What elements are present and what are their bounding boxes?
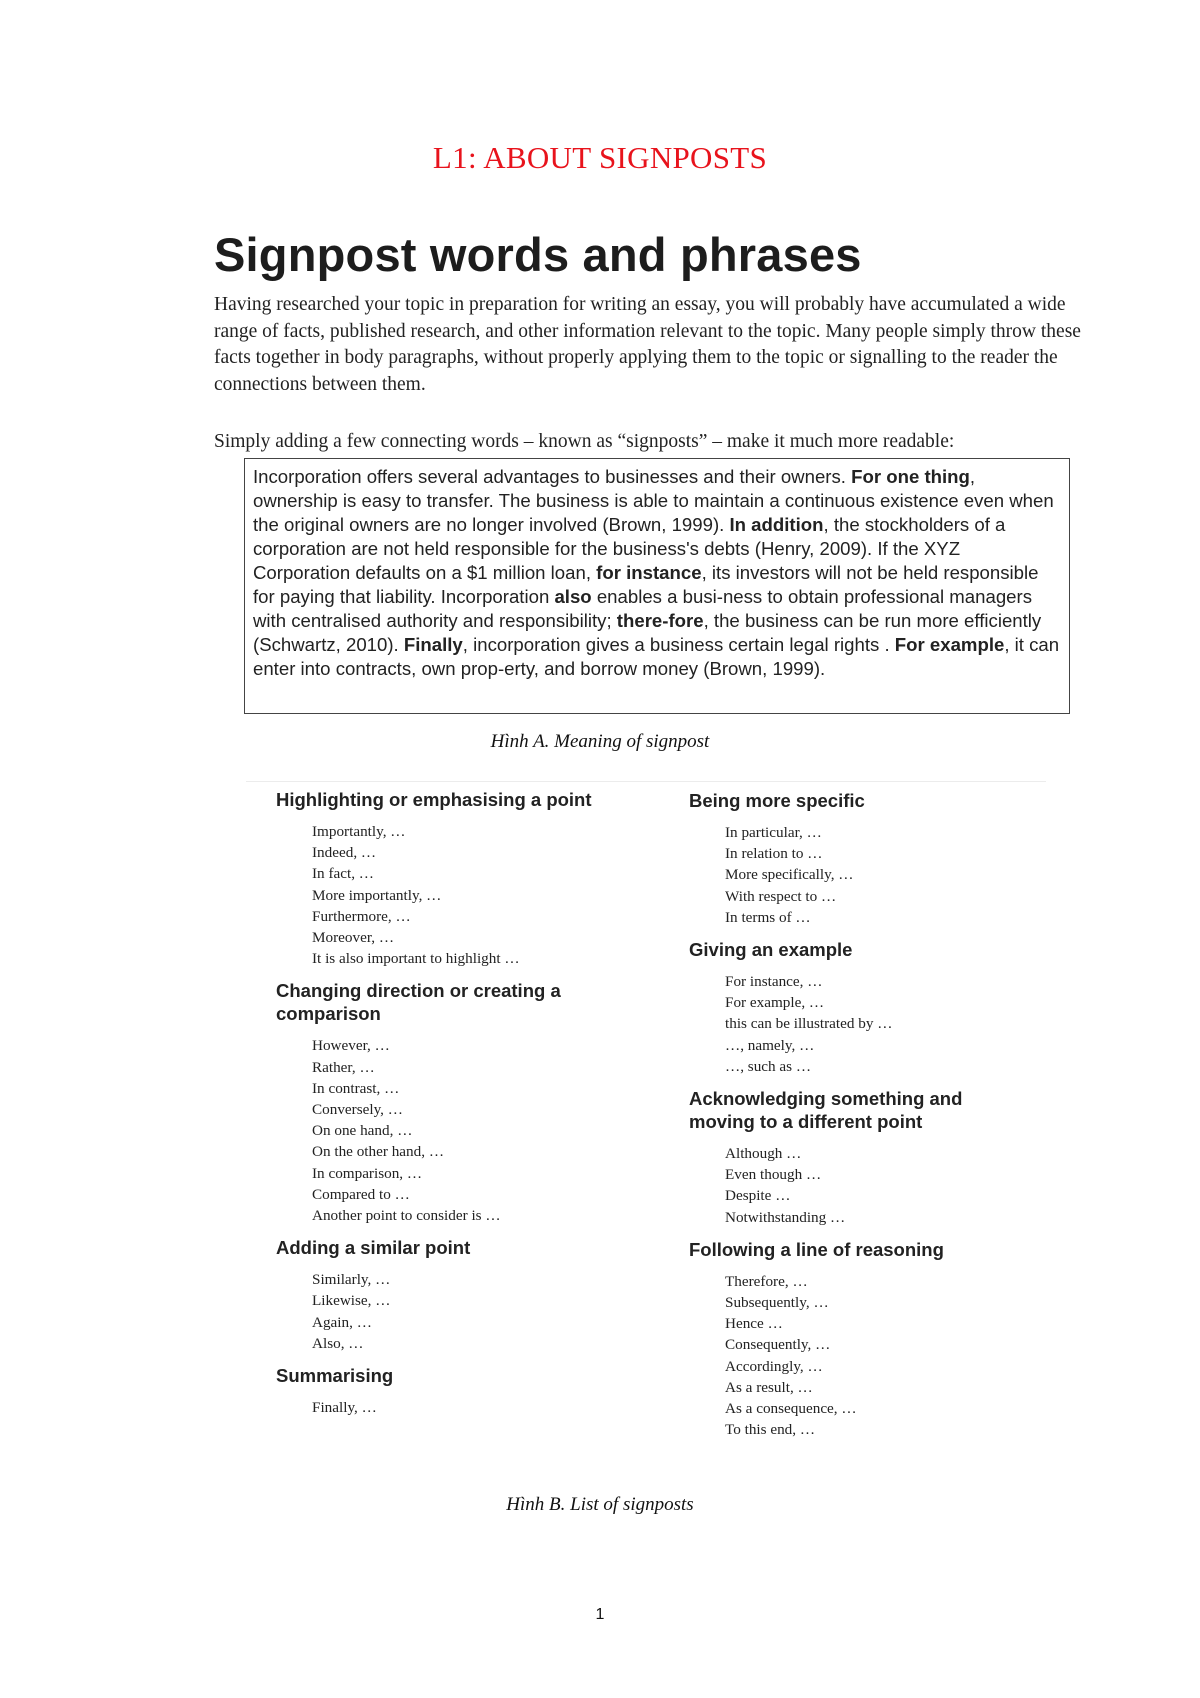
signpost-highlight: there-fore (616, 610, 704, 631)
signpost-item: More specifically, … (725, 866, 854, 884)
category-heading: Being more specific (689, 790, 865, 811)
signpost-item: Importantly, … (312, 823, 406, 840)
signpost-item: To this end, … (725, 1421, 816, 1439)
signpost-item: It is also important to highlight … (312, 950, 520, 968)
signpost-item: Hence … (725, 1315, 783, 1333)
category-heading: Adding a similar point (276, 1237, 471, 1259)
category-heading: Following a line of reasoning (689, 1238, 944, 1260)
example-text-segment: , ownership is easy to transfer. The business is able to maintain a continuous existence even when the original owners are no longer involved (Brown, 1999). (253, 466, 1054, 535)
example-text-segment: Incorporation offers several advantages to businesses and their owners. (253, 466, 852, 487)
signpost-item: Conversely, … (312, 1101, 403, 1119)
signpost-list (689, 1143, 1019, 1228)
signpost-item: Furthermore, … (312, 907, 411, 925)
signpost-item: On one hand, … (312, 1122, 413, 1140)
signpost-item: Finally, … (312, 1399, 377, 1417)
signpost-item: In relation to … (725, 845, 823, 863)
category-adding-similar (276, 1236, 606, 1354)
signpost-item: Also, … (312, 1334, 364, 1352)
signpost-column-right (689, 789, 1019, 1450)
signpost-item: …, namely, … (725, 1036, 815, 1054)
signpost-item: As a consequence, … (725, 1400, 857, 1418)
signpost-item: More importantly, … (312, 886, 442, 904)
signpost-item: As a result, … (725, 1378, 813, 1396)
example-text-segment: , incorporation gives a business certain legal rights . (462, 634, 895, 655)
signpost-item: Accordingly, … (725, 1357, 823, 1375)
signpost-item: Consequently, … (725, 1336, 831, 1354)
signpost-highlight: For one thing (851, 466, 970, 487)
category-acknowledging (689, 1087, 1019, 1228)
signpost-item: Despite … (725, 1187, 791, 1205)
signpost-item: Indeed, … (312, 844, 377, 862)
category-summarising (276, 1364, 606, 1418)
signpost-list (276, 1397, 606, 1418)
signpost-item: In terms of … (725, 908, 811, 926)
signpost-item: With respect to … (725, 887, 837, 905)
signpost-column-left (276, 788, 606, 1428)
signpost-item: Another point to consider is … (312, 1207, 501, 1225)
category-giving-example (689, 938, 1019, 1077)
lead-sentence: Simply adding a few connecting words – known as “signposts” – make it much more readable: (214, 431, 955, 452)
figure-caption-a: Hình A. Meaning of signpost (490, 731, 710, 752)
signpost-item: Subsequently, … (725, 1294, 829, 1312)
signpost-highlight: for instance (596, 562, 702, 583)
signpost-list (689, 822, 1019, 928)
signpost-item: …, such as … (725, 1057, 812, 1075)
signpost-item: On the other hand, … (312, 1143, 445, 1161)
signpost-item: Notwithstanding … (725, 1208, 846, 1226)
example-text-segment: , its investors will not be held responsible for paying that liability. Incorporation (253, 562, 1039, 607)
example-text-segment: , the business can be run more efficiently (Schwartz, 2010). (253, 610, 1042, 655)
signpost-item: Moreover, … (312, 929, 395, 947)
signpost-item: In fact, … (312, 865, 374, 883)
category-reasoning (689, 1238, 1019, 1441)
category-changing-direction (276, 979, 606, 1226)
signpost-highlight: In addition (729, 514, 824, 535)
example-box (244, 458, 1070, 714)
page-title: L1: ABOUT SIGNPOSTS (432, 140, 768, 175)
signpost-highlight: For example (894, 634, 1005, 655)
signpost-item: Therefore, … (725, 1272, 808, 1290)
signpost-item: Again, … (312, 1313, 372, 1331)
signpost-highlight: also (554, 586, 592, 607)
signpost-list (689, 1271, 1019, 1441)
signpost-item: Rather, … (312, 1058, 375, 1076)
category-emphasising (276, 788, 606, 969)
signpost-item: Compared to … (312, 1185, 410, 1203)
example-text-segment: enables a busi-ness to obtain professional managers with centralised authority and responsibility; (253, 586, 1032, 631)
signpost-item: In contrast, … (312, 1079, 400, 1097)
signpost-item: Likewise, … (312, 1292, 391, 1310)
signpost-item: this can be illustrated by … (725, 1015, 893, 1033)
section-divider (246, 781, 1046, 782)
signpost-item: In particular, … (725, 824, 822, 841)
signpost-list (276, 1269, 606, 1354)
example-text-segment: , it can enter into contracts, own prop-erty, and borrow money (Brown, 1999). (253, 634, 1060, 679)
category-heading: Giving an example (689, 939, 853, 961)
signpost-item: Even though … (725, 1166, 822, 1184)
signpost-item: In comparison, … (312, 1164, 423, 1182)
signpost-item: However, … (312, 1037, 390, 1055)
signpost-item: Similarly, … (312, 1271, 391, 1289)
signpost-highlight: Finally (403, 634, 463, 655)
intro-paragraph: Having researched your topic in preparation for writing an essay, you will probably have accumulated a wide range of facts, published research, and other information relevant to the topic. Many people simply throw these facts together in body paragraphs, without properly applying them to the topic or signalling to the reader the connections between them. (214, 294, 1081, 395)
signpost-list (276, 821, 606, 969)
signpost-item: For instance, … (725, 973, 823, 991)
main-heading: Signpost words and phrases (214, 228, 862, 281)
example-text-segment: , the stockholders of a corporation are not held responsible for the business's debts (Henry, 2009). If the XYZ Corporation defaults on a $1 million loan, (253, 514, 1006, 583)
signpost-list (689, 971, 1019, 1077)
signpost-item: For example, … (725, 994, 825, 1012)
category-heading: Summarising (276, 1365, 394, 1387)
category-being-specific (689, 789, 1019, 928)
page-number: 1 (595, 1606, 605, 1623)
category-heading: Changing direction or creating a comparison (276, 980, 561, 1025)
category-heading: Acknowledging something and moving to a different point (689, 1088, 963, 1133)
signpost-item: Although … (725, 1145, 802, 1163)
signpost-list (276, 1035, 606, 1226)
category-heading: Highlighting or emphasising a point (276, 789, 592, 810)
figure-caption-b: Hình B. List of signposts (506, 1494, 694, 1515)
